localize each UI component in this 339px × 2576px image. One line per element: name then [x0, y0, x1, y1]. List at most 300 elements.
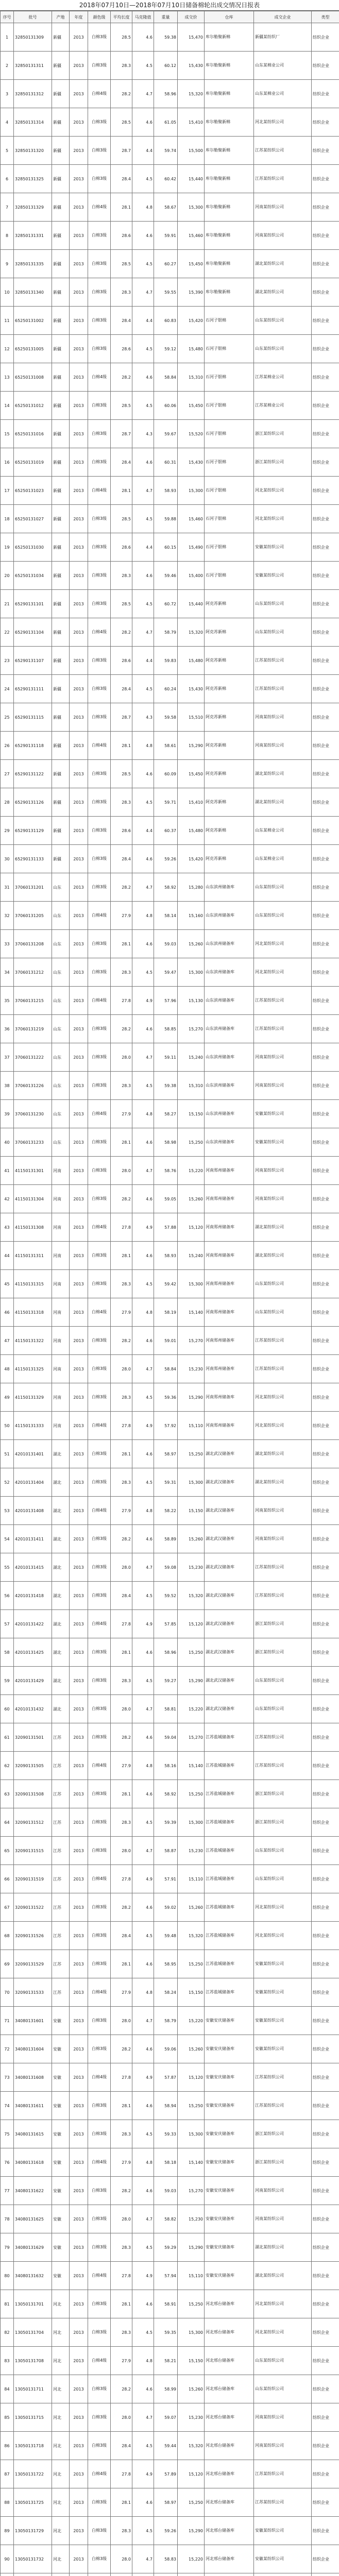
- table-cell: 纺织企业: [312, 2177, 339, 2205]
- table-cell: 59.27: [154, 1667, 178, 1695]
- table-cell: 纺织企业: [312, 873, 339, 902]
- table-cell: 42: [1, 1185, 14, 1213]
- table-cell: 58.97: [154, 1440, 178, 1468]
- table-cell: 4.6: [132, 1440, 154, 1468]
- table-cell: 纺织企业: [312, 23, 339, 52]
- table-cell: 纺织企业: [312, 1185, 339, 1213]
- table-cell: 石河子银棉: [205, 562, 254, 590]
- table-cell: 15,300: [178, 2318, 205, 2347]
- table-cell: 65250131019: [14, 448, 52, 477]
- table-cell: 4.7: [132, 618, 154, 647]
- table-cell: 纺织企业: [312, 987, 339, 1015]
- table-cell: 15,240: [178, 1043, 205, 1072]
- table-cell: 4.5: [132, 1468, 154, 1497]
- table-cell: 2013: [70, 2007, 88, 2035]
- table-cell: 2013: [70, 2177, 88, 2205]
- table-cell: 36: [1, 1015, 14, 1043]
- table-cell: 65250131030: [14, 533, 52, 562]
- table-cell: 4.6: [132, 2375, 154, 2403]
- table-cell: 15,230: [178, 2403, 205, 2432]
- table-cell: 4.5: [132, 2432, 154, 2460]
- table-cell: 58: [1, 1638, 14, 1667]
- table-cell: 新疆: [52, 618, 70, 647]
- table-cell: 河南: [52, 1327, 70, 1355]
- table-cell: 58.89: [154, 1525, 178, 1553]
- table-cell: 新疆: [52, 647, 70, 675]
- column-header: 成交价: [178, 11, 205, 23]
- table-cell: 58.93: [154, 477, 178, 505]
- table-cell: 白棉3级: [88, 420, 111, 448]
- table-cell: 4.3: [132, 420, 154, 448]
- table-cell: 湖北某纺织公司: [254, 250, 312, 278]
- table-cell: 59.31: [154, 1468, 178, 1497]
- table-cell: 15,260: [178, 1525, 205, 1553]
- table-cell: 河南郑州储备库: [205, 1355, 254, 1383]
- table-cell: 2013: [70, 137, 88, 165]
- table-cell: 山东某棉业公司: [254, 52, 312, 80]
- table-cell: 4.8: [132, 1752, 154, 1780]
- table-cell: 28.5: [111, 505, 132, 533]
- table-cell: 阿克苏新棉: [205, 703, 254, 732]
- table-cell: 42010131415: [14, 1553, 52, 1582]
- table-cell: 15,220: [178, 2007, 205, 2035]
- table-cell: 纺织企业: [312, 137, 339, 165]
- table-cell: 37060131219: [14, 1015, 52, 1043]
- table-cell: 72: [1, 2035, 14, 2063]
- column-header: 平均长度: [111, 11, 132, 23]
- table-cell: 河北: [52, 2460, 70, 2488]
- table-cell: 山东: [52, 1015, 70, 1043]
- table-cell: 58.92: [154, 1780, 178, 1808]
- table-cell: 60.15: [154, 533, 178, 562]
- table-row: [1, 618, 339, 647]
- table-cell: 山东滨州储备库: [205, 873, 254, 902]
- table-cell: 纺织企业: [312, 732, 339, 760]
- table-cell: 28.6: [111, 533, 132, 562]
- table-cell: 山东某棉业公司: [254, 80, 312, 108]
- table-cell: 28.2: [111, 2375, 132, 2403]
- table-cell: 江苏某棉业公司: [254, 392, 312, 420]
- table-cell: 15,110: [178, 2262, 205, 2290]
- table-cell: 湖北某纺织公司: [254, 788, 312, 817]
- table-cell: 4.5: [132, 1582, 154, 1610]
- table-cell: 白棉3级: [88, 958, 111, 987]
- table-cell: 山东: [52, 1043, 70, 1072]
- table-cell: 白棉3级: [88, 1723, 111, 1752]
- table-cell: 纺织企业: [312, 108, 339, 137]
- table-cell: 河南郑州储备库: [205, 1327, 254, 1355]
- table-cell: 江苏某纺织公司: [254, 2063, 312, 2092]
- table-cell: 28.6: [111, 335, 132, 363]
- table-cell: 49: [1, 1383, 14, 1412]
- table-cell: 纺织企业: [312, 1780, 339, 1808]
- table-cell: 57.89: [154, 2460, 178, 2488]
- table-cell: 白棉4级: [88, 1610, 111, 1638]
- table-cell: 河北: [52, 2488, 70, 2517]
- table-cell: 山东: [52, 1128, 70, 1157]
- table-cell: 29: [1, 817, 14, 845]
- table-cell: 41150131315: [14, 1270, 52, 1298]
- table-cell: 白棉3级: [88, 590, 111, 618]
- table-cell: 山东滨州储备库: [205, 987, 254, 1015]
- table-cell: 27.8: [111, 1213, 132, 1242]
- table-cell: 白棉3级: [88, 1525, 111, 1553]
- table-cell: 4.3: [132, 703, 154, 732]
- table-cell: 18: [1, 505, 14, 533]
- table-cell: 白棉4级: [88, 1978, 111, 2007]
- table-cell: 纺织企业: [312, 1808, 339, 1837]
- table-cell: 34080131611: [14, 2092, 52, 2120]
- table-cell: 湖北武汉储备库: [205, 1468, 254, 1497]
- table-row: [1, 1553, 339, 1582]
- table-cell: 石河子银棉: [205, 307, 254, 335]
- table-cell: 纺织企业: [312, 2488, 339, 2517]
- table-row: [1, 1582, 339, 1610]
- table-cell: 河北某纺织公司: [254, 958, 312, 987]
- table-cell: 2013: [70, 1440, 88, 1468]
- table-cell: 28.7: [111, 703, 132, 732]
- table-cell: 4.5: [132, 675, 154, 703]
- table-cell: 28.1: [111, 193, 132, 222]
- table-cell: 28.1: [111, 1440, 132, 1468]
- table-cell: 4.6: [132, 2488, 154, 2517]
- table-cell: 15,440: [178, 590, 205, 618]
- table-cell: 湖北: [52, 1610, 70, 1638]
- table-row: [1, 1298, 339, 1327]
- table-cell: 2013: [70, 2120, 88, 2148]
- table-cell: 10: [1, 278, 14, 307]
- table-cell: 2013: [70, 505, 88, 533]
- table-cell: 28.4: [111, 307, 132, 335]
- table-cell: 28.3: [111, 278, 132, 307]
- table-cell: 58.14: [154, 902, 178, 930]
- table-cell: 32850131311: [14, 52, 52, 80]
- table-cell: 河南郑州储备库: [205, 1185, 254, 1213]
- table-cell: 2: [1, 52, 14, 80]
- table-cell: 白棉3级: [88, 2205, 111, 2233]
- table-cell: 15,300: [178, 2120, 205, 2148]
- table-cell: 66: [1, 1865, 14, 1893]
- table-row: [1, 2120, 339, 2148]
- table-cell: 63: [1, 1780, 14, 1808]
- table-cell: 2013: [70, 817, 88, 845]
- table-cell: 湖北某纺织公司: [254, 1440, 312, 1468]
- table-cell: 15,150: [178, 2347, 205, 2375]
- table-cell: 58.91: [154, 2290, 178, 2318]
- table-cell: 2013: [70, 1950, 88, 1978]
- table-cell: 13050131704: [14, 2318, 52, 2347]
- table-row: [1, 1072, 339, 1100]
- table-cell: 13050131708: [14, 2347, 52, 2375]
- table-cell: 纺织企业: [312, 1468, 339, 1497]
- table-row: [1, 1100, 339, 1128]
- table-cell: 58.24: [154, 1978, 178, 2007]
- table-cell: 河南某纺织公司: [254, 703, 312, 732]
- table-cell: 43: [1, 1213, 14, 1242]
- table-cell: 白棉4级: [88, 477, 111, 505]
- table-cell: 15,290: [178, 2233, 205, 2262]
- table-cell: 15,220: [178, 1157, 205, 1185]
- table-cell: 32090131519: [14, 1865, 52, 1893]
- table-cell: 57.94: [154, 2262, 178, 2290]
- table-row: [1, 1327, 339, 1355]
- table-cell: 纺织企业: [312, 1837, 339, 1865]
- table-cell: 13050131718: [14, 2432, 52, 2460]
- table-cell: 42010131432: [14, 1695, 52, 1723]
- table-cell: 27.8: [111, 1412, 132, 1440]
- table-cell: 2013: [70, 448, 88, 477]
- table-cell: 58.81: [154, 1695, 178, 1723]
- table-cell: 42010131418: [14, 1582, 52, 1610]
- table-cell: 4.7: [132, 2007, 154, 2035]
- table-cell: 2013: [70, 392, 88, 420]
- table-cell: 4.4: [132, 647, 154, 675]
- table-cell: 37060131215: [14, 987, 52, 1015]
- table-cell: 白棉3级: [88, 2488, 111, 2517]
- table-cell: 湖北某纺织公司: [254, 2233, 312, 2262]
- table-cell: 白棉3级: [88, 1638, 111, 1667]
- table-cell: 纺织企业: [312, 1242, 339, 1270]
- table-cell: 新疆: [52, 477, 70, 505]
- table-cell: 15,290: [178, 1383, 205, 1412]
- table-cell: 江苏某纺织公司: [254, 137, 312, 165]
- table-cell: 15,250: [178, 1780, 205, 1808]
- table-cell: 28.2: [111, 363, 132, 392]
- table-cell: 28.7: [111, 137, 132, 165]
- table-cell: 白棉3级: [88, 1072, 111, 1100]
- table-row: [1, 420, 339, 448]
- table-cell: 阿克苏新棉: [205, 760, 254, 788]
- table-cell: 新疆: [52, 165, 70, 193]
- table-cell: 65250131005: [14, 335, 52, 363]
- table-cell: 2013: [70, 1072, 88, 1100]
- table-cell: 纺织企业: [312, 363, 339, 392]
- table-cell: 65250131027: [14, 505, 52, 533]
- table-row: [1, 958, 339, 987]
- table-cell: 纺织企业: [312, 675, 339, 703]
- table-cell: 4.8: [132, 2148, 154, 2177]
- table-cell: 河南: [52, 1270, 70, 1298]
- table-cell: 江苏某纺织公司: [254, 1582, 312, 1610]
- table-cell: 河北: [52, 2545, 70, 2573]
- table-cell: 78: [1, 2205, 14, 2233]
- table-cell: 阿克苏新棉: [205, 618, 254, 647]
- table-cell: 4.8: [132, 2347, 154, 2375]
- table-cell: 库尔勒聚新棉: [205, 23, 254, 52]
- table-cell: 江苏盐城储备库: [205, 1752, 254, 1780]
- table-row: [1, 760, 339, 788]
- table-cell: 13050131729: [14, 2517, 52, 2545]
- table-cell: 30: [1, 845, 14, 873]
- table-cell: 59.39: [154, 1808, 178, 1837]
- table-cell: 32850131314: [14, 108, 52, 137]
- table-cell: 4.6: [132, 2177, 154, 2205]
- table-cell: 河南: [52, 1157, 70, 1185]
- table-cell: 58.96: [154, 80, 178, 108]
- table-cell: 白棉4级: [88, 2460, 111, 2488]
- table-row: [1, 2573, 339, 2576]
- table-cell: 纺织企业: [312, 703, 339, 732]
- table-cell: 4.7: [132, 1837, 154, 1865]
- table-cell: 28.2: [111, 1015, 132, 1043]
- table-cell: 河北某纺织公司: [254, 505, 312, 533]
- table-row: [1, 1468, 339, 1497]
- table-cell: 4.7: [132, 2205, 154, 2233]
- table-cell: 河南某纺织公司: [254, 222, 312, 250]
- table-cell: 58.85: [154, 1015, 178, 1043]
- table-cell: 15,290: [178, 732, 205, 760]
- table-cell: 4.6: [132, 1015, 154, 1043]
- table-row: [1, 477, 339, 505]
- table-cell: 59.26: [154, 845, 178, 873]
- table-cell: 4.8: [132, 1298, 154, 1327]
- table-cell: 山东某纺织公司: [254, 1298, 312, 1327]
- table-cell: 28.1: [111, 1780, 132, 1808]
- table-cell: 山东滨州储备库: [205, 1015, 254, 1043]
- table-cell: 15,130: [178, 987, 205, 1015]
- table-cell: 新疆: [52, 193, 70, 222]
- table-cell: 65290131118: [14, 732, 52, 760]
- table-cell: 江苏盐城储备库: [205, 1893, 254, 1922]
- table-cell: 4.6: [132, 363, 154, 392]
- table-cell: 河北: [52, 2347, 70, 2375]
- table-cell: 白棉4级: [88, 2148, 111, 2177]
- table-cell: 32090131522: [14, 1893, 52, 1922]
- table-cell: 27.8: [111, 2262, 132, 2290]
- table-cell: 纺织企业: [312, 1157, 339, 1185]
- table-cell: 57.96: [154, 987, 178, 1015]
- table-cell: 32850131340: [14, 278, 52, 307]
- table-cell: 安徽安庆储备库: [205, 2148, 254, 2177]
- table-cell: 新疆: [52, 335, 70, 363]
- table-cell: 70: [1, 1978, 14, 2007]
- table-cell: 湖北某纺织公司: [254, 1213, 312, 1242]
- table-cell: 15,310: [178, 1072, 205, 1100]
- table-cell: 2013: [70, 1582, 88, 1610]
- table-row: [1, 2375, 339, 2403]
- table-cell: 15,140: [178, 2148, 205, 2177]
- table-cell: 4.8: [132, 1100, 154, 1128]
- table-cell: 75: [1, 2120, 14, 2148]
- table-cell: 15,230: [178, 1837, 205, 1865]
- table-cell: 13050131722: [14, 2460, 52, 2488]
- table-cell: 42010131404: [14, 1468, 52, 1497]
- table-cell: 2013: [70, 1837, 88, 1865]
- table-cell: 河南: [52, 1213, 70, 1242]
- table-cell: 45: [1, 1270, 14, 1298]
- table-cell: 4.9: [132, 1213, 154, 1242]
- table-cell: 2013: [70, 1270, 88, 1298]
- table-cell: 2013: [70, 23, 88, 52]
- table-cell: 4.7: [132, 1043, 154, 1072]
- table-row: [1, 1837, 339, 1865]
- table-cell: 湖北: [52, 1553, 70, 1582]
- table-cell: 8: [1, 222, 14, 250]
- table-cell: 白棉3级: [88, 1270, 111, 1298]
- table-cell: 河北某纺织公司: [254, 108, 312, 137]
- table-cell: 32090131512: [14, 1808, 52, 1837]
- table-cell: 4.4: [132, 533, 154, 562]
- table-cell: 79: [1, 2233, 14, 2262]
- table-cell: 石河子银棉: [205, 505, 254, 533]
- table-cell: 59: [1, 1667, 14, 1695]
- table-cell: 4.6: [132, 1185, 154, 1213]
- table-cell: 15,480: [178, 817, 205, 845]
- table-cell: 59.83: [154, 647, 178, 675]
- table-cell: 石河子银棉: [205, 533, 254, 562]
- table-cell: 河北邢台储备库: [205, 2375, 254, 2403]
- table-cell: 白棉3级: [88, 1440, 111, 1468]
- table-cell: 15,480: [178, 335, 205, 363]
- table-cell: 58.19: [154, 1298, 178, 1327]
- table-cell: 27: [1, 760, 14, 788]
- table-cell: 15,420: [178, 845, 205, 873]
- table-cell: 纺织企业: [312, 1610, 339, 1638]
- table-cell: 27.9: [111, 902, 132, 930]
- table-cell: 江苏盐城储备库: [205, 1780, 254, 1808]
- table-row: [1, 732, 339, 760]
- table-cell: 34080131601: [14, 2007, 52, 2035]
- table-cell: 河南郑州储备库: [205, 1412, 254, 1440]
- table-cell: 4.8: [132, 902, 154, 930]
- table-cell: 15,450: [178, 250, 205, 278]
- table-cell: 2013: [70, 845, 88, 873]
- table-cell: 28.1: [111, 930, 132, 958]
- table-row: [1, 1440, 339, 1468]
- table-row: [1, 2177, 339, 2205]
- table-cell: 2013: [70, 760, 88, 788]
- table-cell: 4.5: [132, 2120, 154, 2148]
- table-cell: 59.58: [154, 703, 178, 732]
- table-cell: 4.4: [132, 307, 154, 335]
- table-cell: 59.02: [154, 1893, 178, 1922]
- table-cell: 24: [1, 675, 14, 703]
- table-cell: 65290131111: [14, 675, 52, 703]
- table-cell: [154, 2573, 178, 2576]
- table-cell: 阿克苏新棉: [205, 647, 254, 675]
- table-row: [1, 1412, 339, 1440]
- table-cell: 60.31: [154, 448, 178, 477]
- table-row: [1, 1808, 339, 1837]
- table-cell: 2013: [70, 1610, 88, 1638]
- table-cell: 27.9: [111, 1752, 132, 1780]
- table-cell: 28.0: [111, 1043, 132, 1072]
- table-cell: 2013: [70, 363, 88, 392]
- table-cell: 4.8: [132, 1978, 154, 2007]
- table-cell: 2013: [70, 987, 88, 1015]
- table-cell: 80: [1, 2262, 14, 2290]
- table-cell: 41: [1, 1157, 14, 1185]
- table-cell: 58.82: [154, 2205, 178, 2233]
- table-cell: 51: [1, 1440, 14, 1468]
- table-cell: 13: [1, 363, 14, 392]
- table-cell: 32090131533: [14, 1978, 52, 2007]
- table-cell: 河南某纺织公司: [254, 1043, 312, 1072]
- table-cell: 2013: [70, 788, 88, 817]
- table-cell: 57.87: [154, 2063, 178, 2092]
- table-row: [1, 1213, 339, 1242]
- table-cell: 2013: [70, 307, 88, 335]
- table-cell: 4.9: [132, 2063, 154, 2092]
- table-cell: 15,310: [178, 363, 205, 392]
- table-cell: 2013: [70, 1978, 88, 2007]
- table-cell: 湖北武汉储备库: [205, 1582, 254, 1610]
- table-cell: 28.0: [111, 2205, 132, 2233]
- table-cell: 2013: [70, 1752, 88, 1780]
- table-cell: 4.6: [132, 23, 154, 52]
- table-cell: 安徽: [52, 2092, 70, 2120]
- table-cell: 4.6: [132, 760, 154, 788]
